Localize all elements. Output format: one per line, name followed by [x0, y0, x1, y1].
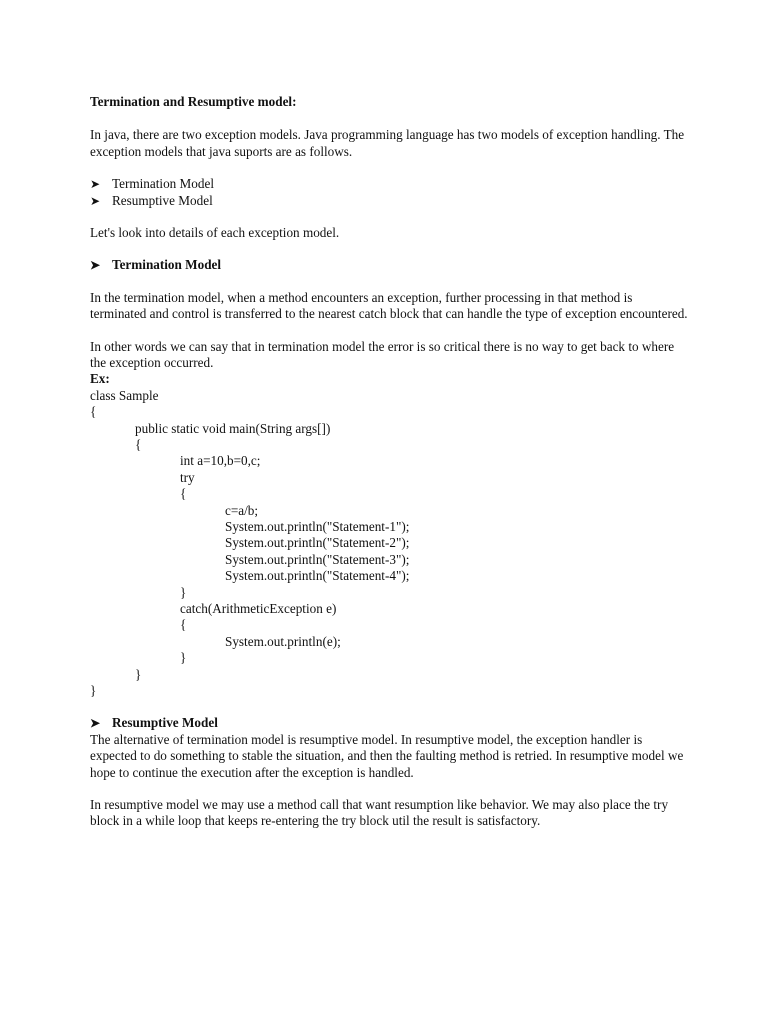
code-line: { [135, 437, 142, 453]
code-line: { [180, 617, 187, 633]
code-line: System.out.println("Statement-4"); [225, 568, 410, 584]
spacer [90, 209, 690, 225]
resumptive-paragraph-1: The alternative of termination model is resumptive model. In resumptive model, the exception handler is expected to do something to stable the situation, and then the faulting method is retried. In resumptive model we hope to continue the execution after the exception is handled. [90, 731, 684, 780]
resumptive-paragraph-2: In resumptive model we may use a method call that want resumption like behavior. We may also place the try block in a while loop that keeps re-entering the try block util the result is satisfactory. [90, 796, 669, 829]
code-line: catch(ArithmeticException e) [180, 600, 337, 616]
code-line: class Sample [90, 387, 159, 403]
code-line: { [180, 486, 187, 502]
resumptive-heading-label: Resumptive Model [112, 715, 218, 731]
code-line: try [180, 469, 195, 485]
code-line: } [180, 584, 187, 600]
example-label: Ex: [90, 371, 110, 387]
termination-heading-label: Termination Model [112, 257, 222, 273]
code-line: int a=10,b=0,c; [180, 453, 261, 469]
code-block [90, 388, 690, 699]
code-line: } [180, 650, 187, 666]
resumptive-heading [90, 715, 690, 731]
spacer [90, 241, 690, 257]
list-item-label: Termination Model [112, 176, 214, 192]
code-line: System.out.println("Statement-1"); [225, 519, 410, 534]
code-line: System.out.println("Statement-3"); [225, 551, 410, 567]
spacer [90, 274, 690, 290]
code-line: } [90, 682, 97, 698]
right-arrowhead-icon: ➤ [90, 193, 101, 208]
spacer [90, 323, 690, 339]
code-line: System.out.println("Statement-2"); [225, 535, 410, 551]
right-arrowhead-icon: ➤ [90, 716, 101, 731]
code-line: System.out.println(e); [225, 633, 341, 649]
models-list [90, 176, 690, 209]
code-line: { [90, 404, 97, 420]
spacer [90, 781, 690, 797]
details-intro-paragraph: Let's look into details of each exception model. [90, 225, 340, 241]
list-item [90, 176, 690, 192]
spacer [90, 160, 690, 176]
code-line: } [135, 666, 142, 682]
termination-paragraph-1: In the termination model, when a method encounters an exception, further processing in that method is terminated and control is transferred to the nearest catch block that can handle the type of exception encountered. [90, 289, 688, 322]
list-item [90, 193, 690, 209]
code-line: c=a/b; [225, 502, 259, 518]
right-arrowhead-icon: ➤ [90, 258, 101, 273]
page-title: Termination and Resumptive model: [90, 94, 297, 109]
termination-paragraph-2: In other words we can say that in termination model the error is so critical there is no way to get back to where the exception occurred. [90, 338, 675, 371]
termination-heading [90, 257, 690, 273]
right-arrowhead-icon: ➤ [90, 177, 101, 192]
document-body [90, 94, 690, 830]
intro-paragraph: In java, there are two exception models. Java programming language has two models of exception handling. The exception models that java suports are as follows. [90, 127, 685, 159]
code-line: public static void main(String args[]) [135, 420, 331, 436]
list-item-label: Resumptive Model [112, 192, 213, 208]
